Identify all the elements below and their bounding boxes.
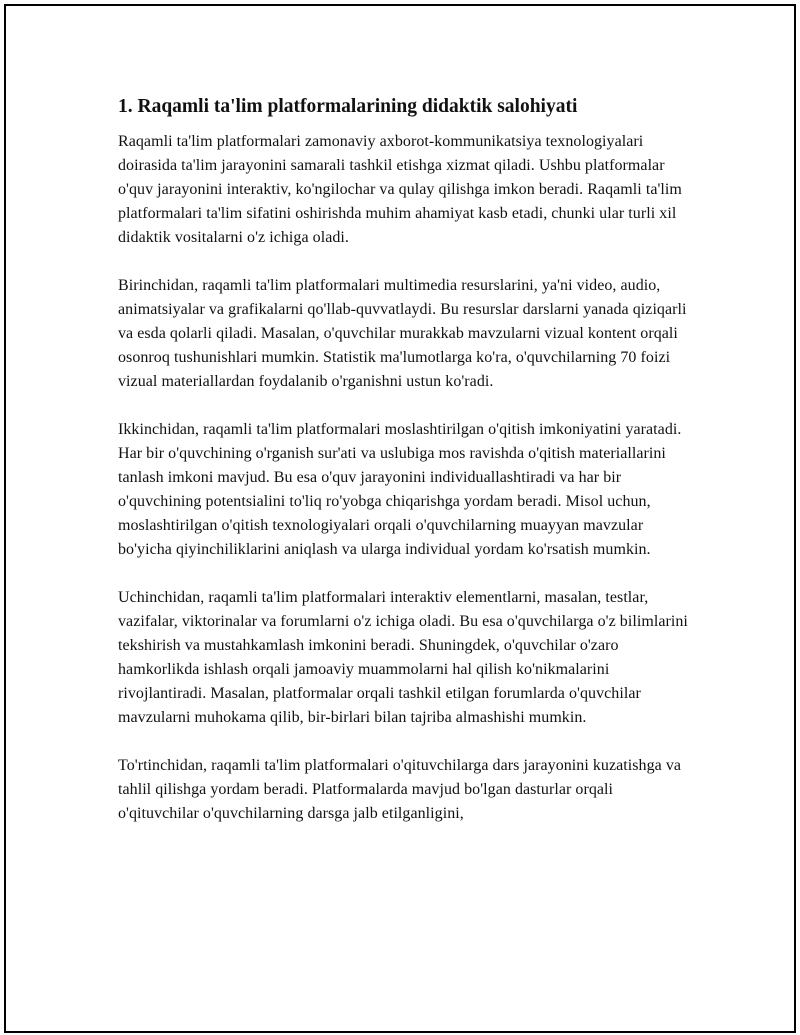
paragraph-second-point: Ikkinchidan, raqamli ta'lim platformalari moslashtirilgan o'qitish imkoniyatini yaratadi. Har bir o'quvchining o'rganish sur'ati va uslubiga mos ravishda o'qitish materiallarini tanlash imkoni mavjud. Bu esa o'quv jarayonini individuallashtiradi va har bir o'quvchining potentsialini to'liq ro'yobga chiqarishga yordam beradi. Misol uchun, moslashtirilgan o'qitish texnologiyalari orqali o'quvchilarning muayyan mavzular bo'yicha qiyinchiliklarini aniqlash va ularga individual yordam ko'rsatish mumkin. — [118, 421, 682, 558]
paragraph-fourth-point: To'rtinchidan, raqamli ta'lim platformalari o'qituvchilarga dars jarayonini kuzatishga va tahlil qilishga yordam beradi. Platformalarda mavjud bo'lgan dasturlar orqali o'qituvchilar o'quvchilarning darsga jalb etilganligini, — [118, 757, 682, 822]
paragraph-intro: Raqamli ta'lim platformalari zamonaviy axborot-kommunikatsiya texnologiyalari doirasida ta'lim jarayonini samarali tashkil etishga xizmat qiladi. Ushbu platformalar o'quv jarayonini interaktiv, ko'ngilochar va qulay qilishga imkon beradi. Raqamli ta'lim platformalari ta'lim sifatini oshirishda muhim ahamiyat kasb etadi, chunki ular turli xil didaktik vositalarni o'z ichiga oladi. — [118, 133, 682, 246]
paragraph-first-point: Birinchidan, raqamli ta'lim platformalari multimedia resurslarini, ya'ni video, audio, animatsiyalar va grafikalarni qo'llab-quvvatlaydi. Bu resurslar darslarni yanada qiziqarli va esda qolarli qiladi. Masalan, o'quvchilar murakkab mavzularni vizual kontent orqali osonroq tushunishlari mumkin. Statistik ma'lumotlarga ko'ra, o'quvchilarning 70 foizi vizual materiallardan foydalanib o'rganishni ustun ko'radi. — [118, 277, 687, 390]
document-body — [118, 94, 688, 850]
section-heading: 1. Raqamli ta'lim platformalarining didaktik salohiyati — [118, 96, 578, 117]
paragraph-third-point: Uchinchidan, raqamli ta'lim platformalari interaktiv elementlarni, masalan, testlar, vazifalar, viktorinalar va forumlarni o'z ichiga oladi. Bu esa o'quvchilarga o'z bilimlarini tekshirish va mustahkamlash imkonini beradi. Shuningdek, o'quvchilar o'zaro hamkorlikda ishlash orqali jamoaviy muammolarni hal qilish ko'nikmalarini rivojlantiradi. Masalan, platformalar orqali tashkil etilgan forumlarda o'quvchilar mavzularni muhokama qilib, bir-birlari bilan tajriba almashishi mumkin. — [118, 589, 688, 726]
